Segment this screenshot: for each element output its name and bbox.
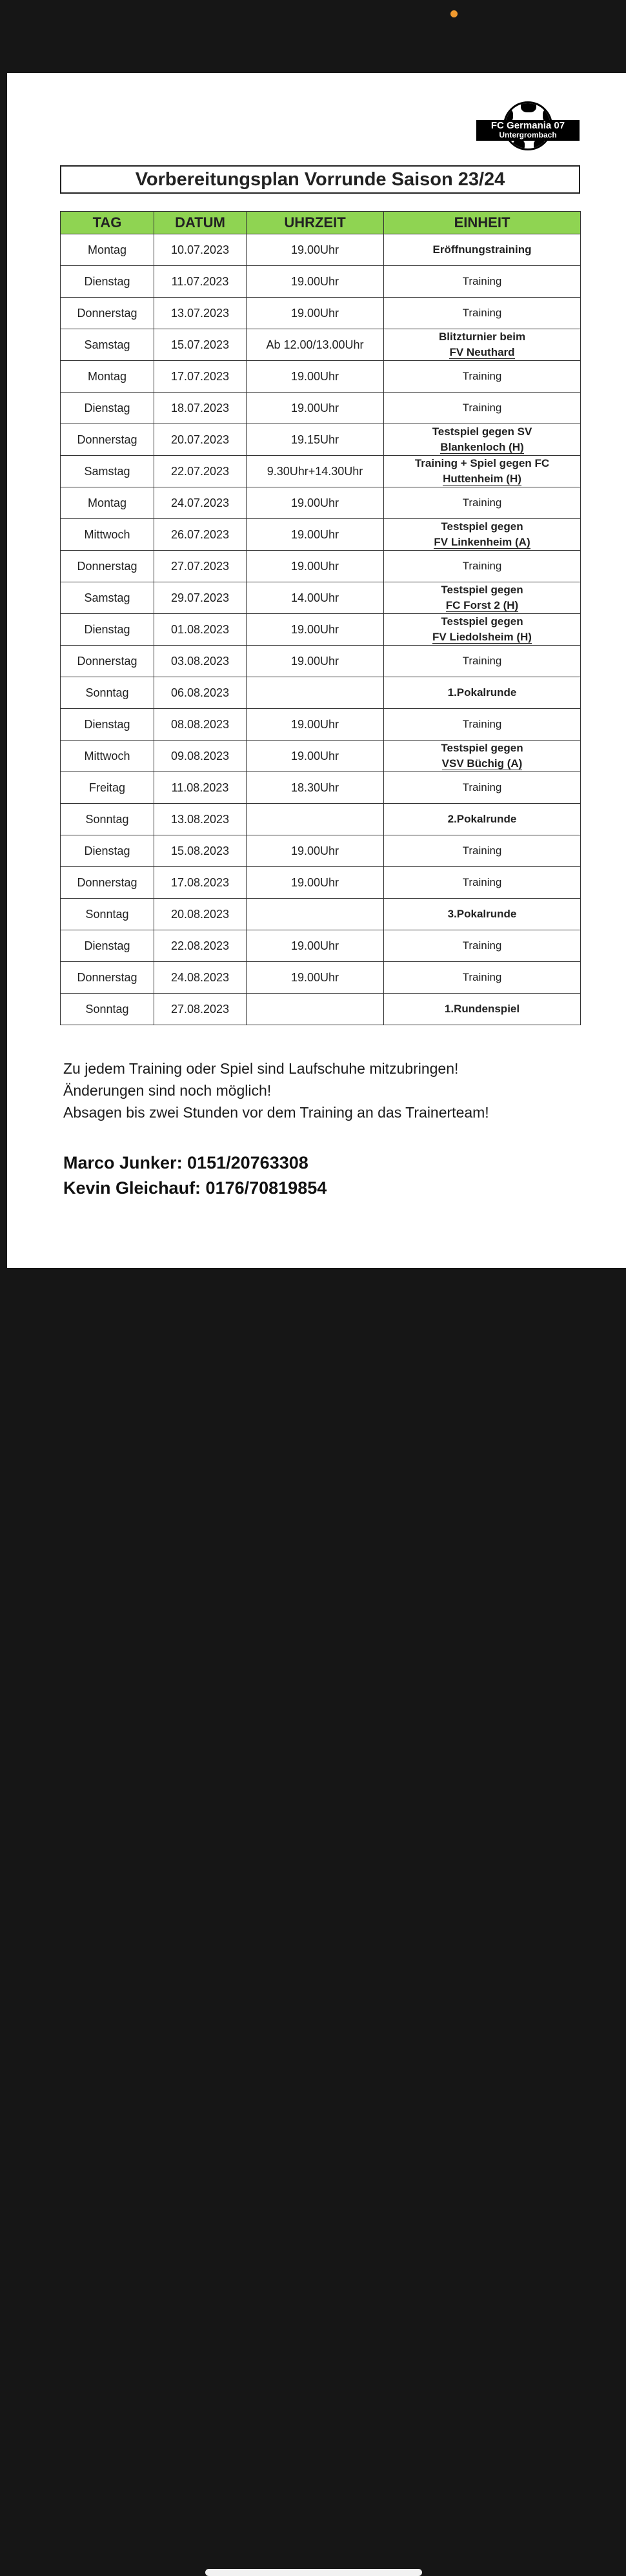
column-header-datum: DATUM: [154, 212, 247, 234]
cell-tag: Mittwoch: [61, 519, 154, 551]
table-row: [61, 298, 581, 329]
cell-uhrzeit: [247, 994, 384, 1025]
cell-einheit: [384, 899, 581, 930]
cell-tag: Samstag: [61, 582, 154, 614]
cell-tag: Donnerstag: [61, 646, 154, 677]
cell-einheit: [384, 804, 581, 835]
cell-tag: Donnerstag: [61, 424, 154, 456]
table-row: [61, 677, 581, 709]
cell-datum: 11.08.2023: [154, 772, 247, 804]
cell-einheit: [384, 266, 581, 298]
cell-datum: 15.07.2023: [154, 329, 247, 361]
cell-uhrzeit: 19.00Uhr: [247, 551, 384, 582]
table-header-row: [61, 212, 581, 234]
contact-line: Kevin Gleichauf: 0176/70819854: [63, 1178, 327, 1198]
einheit-line: [384, 756, 580, 772]
cell-uhrzeit: 19.15Uhr: [247, 424, 384, 456]
table-row: [61, 646, 581, 677]
einheit-line: 2.Pokalrunde: [447, 813, 517, 825]
einheit-line: Training: [462, 496, 502, 509]
einheit-line-underlined: Blankenloch (H): [440, 441, 524, 453]
cell-datum: 20.08.2023: [154, 899, 247, 930]
cell-einheit: [384, 424, 581, 456]
cell-uhrzeit: 19.00Uhr: [247, 709, 384, 741]
club-logo: [476, 101, 580, 154]
cell-uhrzeit: [247, 899, 384, 930]
einheit-line: Training: [462, 655, 502, 667]
cell-tag: Dienstag: [61, 393, 154, 424]
cell-uhrzeit: 9.30Uhr+14.30Uhr: [247, 456, 384, 487]
cell-datum: 27.07.2023: [154, 551, 247, 582]
cell-datum: 27.08.2023: [154, 994, 247, 1025]
cell-tag: Donnerstag: [61, 551, 154, 582]
einheit-line: Testspiel gegen SV: [432, 425, 532, 438]
cell-uhrzeit: 19.00Uhr: [247, 835, 384, 867]
cell-datum: 18.07.2023: [154, 393, 247, 424]
logo-club-town: Untergrombach: [499, 130, 557, 139]
cell-einheit: [384, 582, 581, 614]
cell-datum: 08.08.2023: [154, 709, 247, 741]
einheit-line: Training: [462, 718, 502, 730]
cell-tag: Freitag: [61, 772, 154, 804]
navigation-bar: [0, 1268, 626, 1322]
cell-uhrzeit: 19.00Uhr: [247, 266, 384, 298]
table-row: [61, 361, 581, 393]
cell-tag: Sonntag: [61, 899, 154, 930]
cell-einheit: [384, 835, 581, 867]
cell-datum: 13.08.2023: [154, 804, 247, 835]
cell-uhrzeit: Ab 12.00/13.00Uhr: [247, 329, 384, 361]
cell-datum: 17.07.2023: [154, 361, 247, 393]
table-row: [61, 962, 581, 994]
cell-tag: Donnerstag: [61, 298, 154, 329]
table-row: [61, 551, 581, 582]
cell-uhrzeit: 19.00Uhr: [247, 393, 384, 424]
cell-tag: Sonntag: [61, 677, 154, 709]
table-row: [61, 930, 581, 962]
cell-einheit: [384, 329, 581, 361]
cell-datum: 10.07.2023: [154, 234, 247, 266]
einheit-line: 1.Pokalrunde: [447, 686, 517, 699]
einheit-line-underlined: FC Forst 2 (H): [445, 599, 519, 611]
table-row: [61, 899, 581, 930]
table-row: [61, 835, 581, 867]
column-header-einheit: EINHEIT: [384, 212, 581, 234]
cell-einheit: [384, 646, 581, 677]
cell-uhrzeit: 19.00Uhr: [247, 361, 384, 393]
cell-tag: Dienstag: [61, 614, 154, 646]
table-row: [61, 519, 581, 551]
cell-tag: Montag: [61, 487, 154, 519]
cell-uhrzeit: 19.00Uhr: [247, 614, 384, 646]
cell-tag: Dienstag: [61, 930, 154, 962]
table-row: [61, 456, 581, 487]
einheit-line: Training: [462, 844, 502, 857]
cell-datum: 24.08.2023: [154, 962, 247, 994]
einheit-line: [384, 471, 580, 487]
cell-tag: Montag: [61, 361, 154, 393]
table-row: [61, 709, 581, 741]
einheit-line: Testspiel gegen: [441, 742, 523, 754]
cell-einheit: [384, 456, 581, 487]
schedule-table: [60, 211, 581, 1025]
cell-datum: 20.07.2023: [154, 424, 247, 456]
cell-datum: 29.07.2023: [154, 582, 247, 614]
table-row: [61, 329, 581, 361]
notes-block: [63, 1058, 592, 1123]
cell-tag: Sonntag: [61, 804, 154, 835]
einheit-line: Training: [462, 560, 502, 572]
einheit-line: [384, 598, 580, 613]
cell-uhrzeit: 19.00Uhr: [247, 741, 384, 772]
cell-tag: Donnerstag: [61, 962, 154, 994]
note-line: Zu jedem Training oder Spiel sind Laufschuhe mitzubringen!: [63, 1060, 459, 1077]
cell-einheit: [384, 361, 581, 393]
cell-uhrzeit: 19.00Uhr: [247, 867, 384, 899]
cell-einheit: [384, 677, 581, 709]
cell-uhrzeit: 19.00Uhr: [247, 487, 384, 519]
status-indicator-dot: [450, 10, 458, 17]
table-row: [61, 804, 581, 835]
cell-tag: Samstag: [61, 329, 154, 361]
column-header-uhrzeit: UHRZEIT: [247, 212, 384, 234]
cell-uhrzeit: 14.00Uhr: [247, 582, 384, 614]
einheit-line: Training: [462, 275, 502, 287]
cell-datum: 09.08.2023: [154, 741, 247, 772]
cell-uhrzeit: [247, 804, 384, 835]
einheit-line: Testspiel gegen: [441, 584, 523, 596]
einheit-line: Training: [462, 307, 502, 319]
note-line: Absagen bis zwei Stunden vor dem Training an das Trainerteam!: [63, 1104, 489, 1121]
cell-datum: 22.08.2023: [154, 930, 247, 962]
table-row: [61, 582, 581, 614]
table-row: [61, 614, 581, 646]
cell-tag: Dienstag: [61, 266, 154, 298]
einheit-line: Training: [462, 781, 502, 793]
cell-tag: Mittwoch: [61, 741, 154, 772]
table-row: [61, 994, 581, 1025]
cell-datum: 22.07.2023: [154, 456, 247, 487]
cell-einheit: [384, 741, 581, 772]
cell-einheit: [384, 962, 581, 994]
einheit-line: Testspiel gegen: [441, 520, 523, 533]
einheit-line: Training + Spiel gegen FC: [414, 457, 550, 469]
status-bar: [0, 0, 626, 73]
einheit-line: [384, 629, 580, 645]
note-line: Änderungen sind noch möglich!: [63, 1082, 272, 1099]
cell-tag: Montag: [61, 234, 154, 266]
logo-club-name: FC Germania 07: [490, 120, 565, 131]
table-row: [61, 741, 581, 772]
contact-line: Marco Junker: 0151/20763308: [63, 1153, 308, 1172]
cell-datum: 11.07.2023: [154, 266, 247, 298]
cell-datum: 24.07.2023: [154, 487, 247, 519]
cell-einheit: [384, 994, 581, 1025]
cell-datum: 06.08.2023: [154, 677, 247, 709]
table-row: [61, 424, 581, 456]
einheit-line: Training: [462, 876, 502, 888]
cell-uhrzeit: 19.00Uhr: [247, 930, 384, 962]
cell-uhrzeit: 19.00Uhr: [247, 646, 384, 677]
einheit-line-underlined: FV Liedolsheim (H): [432, 631, 532, 643]
cell-tag: Sonntag: [61, 994, 154, 1025]
einheit-line: 3.Pokalrunde: [447, 908, 517, 920]
cell-einheit: [384, 519, 581, 551]
einheit-line: 1.Rundenspiel: [444, 1003, 520, 1015]
column-header-tag: TAG: [61, 212, 154, 234]
einheit-line: Training: [462, 370, 502, 382]
page-title: Vorbereitungsplan Vorrunde Saison 23/24: [60, 165, 580, 194]
einheit-line: [384, 345, 580, 360]
cell-einheit: [384, 551, 581, 582]
home-indicator[interactable]: [205, 2569, 422, 2576]
cell-datum: 13.07.2023: [154, 298, 247, 329]
cell-einheit: [384, 930, 581, 962]
einheit-line: Training: [462, 402, 502, 414]
einheit-line-underlined: Huttenheim (H): [443, 473, 521, 485]
cell-uhrzeit: 19.00Uhr: [247, 962, 384, 994]
cell-uhrzeit: [247, 677, 384, 709]
einheit-line-underlined: VSV Büchig (A): [441, 757, 523, 770]
cell-uhrzeit: 19.00Uhr: [247, 519, 384, 551]
cell-tag: Dienstag: [61, 835, 154, 867]
cell-einheit: [384, 867, 581, 899]
cell-datum: 15.08.2023: [154, 835, 247, 867]
einheit-line: [384, 440, 580, 455]
cell-einheit: [384, 772, 581, 804]
cell-uhrzeit: 19.00Uhr: [247, 234, 384, 266]
cell-einheit: [384, 614, 581, 646]
einheit-line: Training: [462, 939, 502, 952]
cell-einheit: [384, 298, 581, 329]
cell-datum: 03.08.2023: [154, 646, 247, 677]
cell-tag: Donnerstag: [61, 867, 154, 899]
table-row: [61, 266, 581, 298]
einheit-line: [384, 535, 580, 550]
einheit-line: Training: [462, 971, 502, 983]
einheit-line-underlined: FV Linkenheim (A): [434, 536, 530, 548]
cell-einheit: [384, 234, 581, 266]
cell-einheit: [384, 709, 581, 741]
einheit-line: Blitzturnier beim: [438, 331, 526, 343]
cell-einheit: [384, 487, 581, 519]
contacts-block: [63, 1150, 592, 1201]
einheit-line: Testspiel gegen: [441, 615, 523, 628]
cell-datum: 01.08.2023: [154, 614, 247, 646]
cell-einheit: [384, 393, 581, 424]
einheit-line: Eröffnungstraining: [432, 243, 532, 256]
table-row: [61, 487, 581, 519]
cell-datum: 26.07.2023: [154, 519, 247, 551]
table-row: [61, 393, 581, 424]
logo-band: [476, 120, 580, 141]
cell-tag: Samstag: [61, 456, 154, 487]
table-row: [61, 867, 581, 899]
table-row: [61, 234, 581, 266]
cell-uhrzeit: 18.30Uhr: [247, 772, 384, 804]
table-row: [61, 772, 581, 804]
einheit-line-underlined: FV Neuthard: [449, 346, 515, 358]
cell-uhrzeit: 19.00Uhr: [247, 298, 384, 329]
table-body: [61, 234, 581, 1025]
cell-tag: Dienstag: [61, 709, 154, 741]
cell-datum: 17.08.2023: [154, 867, 247, 899]
